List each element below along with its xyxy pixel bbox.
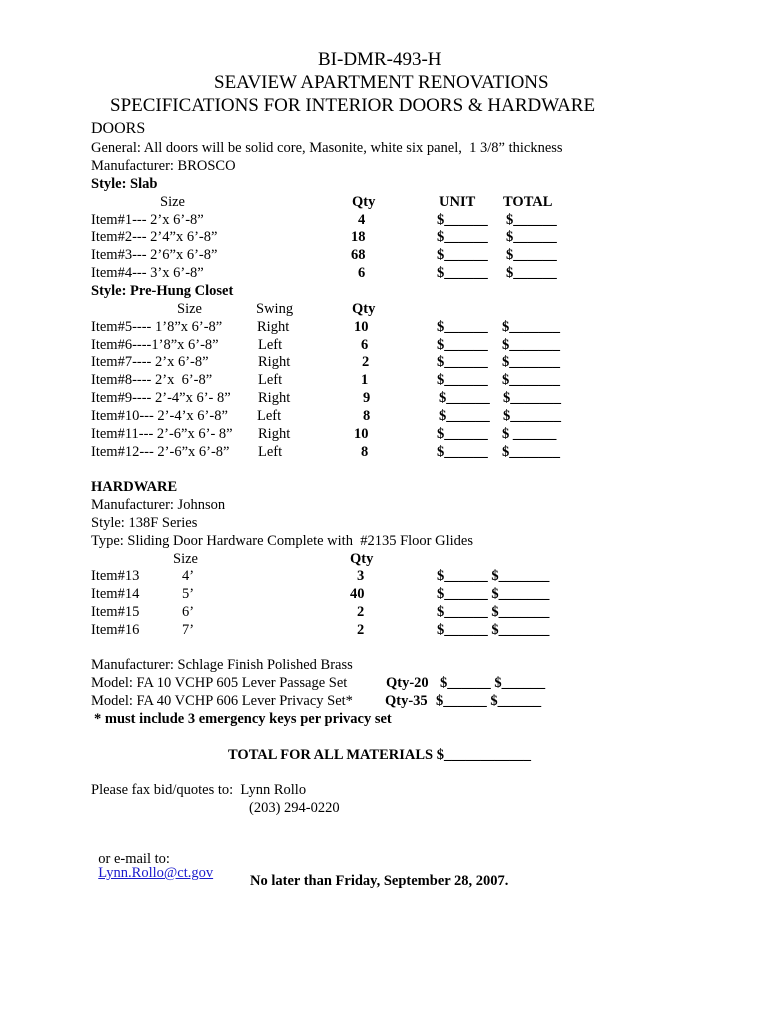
hardware-item-qty: 2 [357,604,365,620]
slab-item-qty: 6 [358,265,366,281]
prehung-item-total: $_______ [502,354,560,370]
prehung-item-qty: 6 [361,337,369,353]
doors-manufacturer: Manufacturer: BROSCO [91,158,236,174]
deadline: No later than Friday, September 28, 2007. [250,873,509,889]
hardware-item-size: 5’ [182,586,195,602]
schlage-manufacturer: Manufacturer: Schlage Finish Polished Brass [91,657,353,673]
hardware-style: Style: 138F Series [91,515,198,531]
schlage-model-qty: Qty-35 [385,693,428,709]
slab-item-label: Item#2--- 2’4”x 6’-8” [91,229,218,245]
prehung-item-label: Item#5---- 1’8”x 6’-8” [91,319,223,335]
prehung-col-qty: Qty [352,301,376,317]
prehung-item-qty: 8 [361,444,369,460]
hardware-item-label: Item#15 [91,604,140,620]
slab-item-label: Item#1--- 2’x 6’-8” [91,212,204,228]
prehung-col-size: Size [177,301,202,317]
slab-item-unit: $______ [437,229,488,245]
prehung-item-label: Item#11--- 2’-6”x 6’- 8” [91,426,233,442]
schlage-model-prices: $______ $______ [440,675,546,691]
schlage-note: * must include 3 emergency keys per privacy set [94,711,392,727]
hardware-item-qty: 40 [350,586,365,602]
prehung-item-swing: Right [258,390,291,406]
total-materials: TOTAL FOR ALL MATERIALS $____________ [228,747,531,763]
doors-heading: DOORS [91,120,146,137]
slab-item-total: $______ [506,247,557,263]
hardware-heading: HARDWARE [91,479,178,495]
prehung-item-total: $_______ [502,319,560,335]
schlage-model-prices: $______ $______ [436,693,542,709]
slab-item-qty: 18 [351,229,366,245]
email-prefix: or e-mail to: [98,850,170,867]
prehung-item-qty: 2 [362,354,370,370]
hardware-item-size: 7’ [182,622,195,638]
slab-item-qty: 4 [358,212,366,228]
prehung-item-total: $_______ [502,444,560,460]
slab-item-total: $______ [506,229,557,245]
slab-item-total: $______ [506,212,557,228]
prehung-item-total: $_______ [502,372,560,388]
spec-title: SPECIFICATIONS FOR INTERIOR DOORS & HARDWARE [110,95,596,116]
slab-col-qty: Qty [352,194,376,210]
schlage-model: Model: FA 40 VCHP 606 Lever Privacy Set* [91,693,353,709]
fax-phone: (203) 294-0220 [249,800,340,816]
prehung-item-swing: Left [258,372,283,388]
prehung-item-unit: $______ [437,354,488,370]
prehung-item-qty: 8 [363,408,371,424]
email-line [91,837,213,881]
slab-item-unit: $______ [437,265,488,281]
prehung-item-label: Item#7---- 2’x 6’-8” [91,354,209,370]
prehung-item-total: $_______ [503,390,561,406]
hardware-item-prices: $______ $_______ [437,604,550,620]
slab-item-unit: $______ [437,247,488,263]
prehung-item-label: Item#9---- 2’-4”x 6’- 8” [91,390,231,406]
slab-item-total: $______ [506,265,557,281]
prehung-item-qty: 1 [361,372,369,388]
schlage-model-qty: Qty-20 [386,675,429,691]
hardware-item-qty: 2 [357,622,365,638]
slab-col-total: TOTAL [503,194,553,210]
email-link[interactable]: Lynn.Rollo@ct.gov [98,865,214,881]
prehung-item-swing: Left [257,408,282,424]
prehung-item-total: $_______ [503,408,561,424]
prehung-item-label: Item#8---- 2’x 6’-8” [91,372,213,388]
fax-line: Please fax bid/quotes to: Lynn Rollo [91,782,307,798]
doors-general: General: All doors will be solid core, Masonite, white six panel, 1 3/8” thickness [91,140,563,156]
prehung-item-unit: $______ [437,319,488,335]
hardware-item-label: Item#14 [91,586,140,602]
prehung-item-swing: Left [258,337,283,353]
hardware-item-label: Item#13 [91,568,140,584]
hardware-item-label: Item#16 [91,622,140,638]
prehung-item-unit: $______ [437,426,488,442]
prehung-style: Style: Pre-Hung Closet [91,283,234,299]
hardware-item-size: 6’ [182,604,195,620]
hardware-item-qty: 3 [357,568,365,584]
prehung-col-swing: Swing [256,301,294,317]
prehung-item-total: $ ______ [502,426,557,442]
schlage-model: Model: FA 10 VCHP 605 Lever Passage Set [91,675,348,691]
prehung-item-total: $_______ [502,337,560,353]
hardware-item-prices: $______ $_______ [437,622,550,638]
prehung-item-unit: $______ [437,372,488,388]
prehung-item-qty: 9 [363,390,371,406]
prehung-item-qty: 10 [354,426,369,442]
hardware-type: Type: Sliding Door Hardware Complete with #2135 Floor Glides [91,533,473,549]
prehung-item-swing: Right [257,319,290,335]
prehung-item-label: Item#6----1’8”x 6’-8” [91,337,219,353]
slab-col-unit: UNIT [439,194,476,210]
slab-style: Style: Slab [91,176,158,192]
prehung-item-qty: 10 [354,319,369,335]
doc-id: BI-DMR-493-H [318,49,442,70]
prehung-item-swing: Left [258,444,283,460]
hardware-col-size: Size [173,551,198,567]
hardware-manufacturer: Manufacturer: Johnson [91,497,226,513]
prehung-item-unit: $______ [439,408,490,424]
prehung-item-swing: Right [258,426,291,442]
slab-item-label: Item#3--- 2’6”x 6’-8” [91,247,218,263]
project-title: SEAVIEW APARTMENT RENOVATIONS [214,72,549,93]
prehung-item-label: Item#10--- 2’-4’x 6’-8” [91,408,228,424]
hardware-item-prices: $______ $_______ [437,586,550,602]
slab-item-label: Item#4--- 3’x 6’-8” [91,265,204,281]
hardware-item-prices: $______ $_______ [437,568,550,584]
prehung-item-unit: $______ [437,337,488,353]
prehung-item-label: Item#12--- 2’-6”x 6’-8” [91,444,230,460]
prehung-item-swing: Right [258,354,291,370]
slab-col-size: Size [160,194,185,210]
hardware-item-size: 4’ [182,568,195,584]
prehung-item-unit: $______ [437,444,488,460]
prehung-item-unit: $______ [439,390,490,406]
hardware-col-qty: Qty [350,551,374,567]
slab-item-qty: 68 [351,247,366,263]
slab-item-unit: $______ [437,212,488,228]
